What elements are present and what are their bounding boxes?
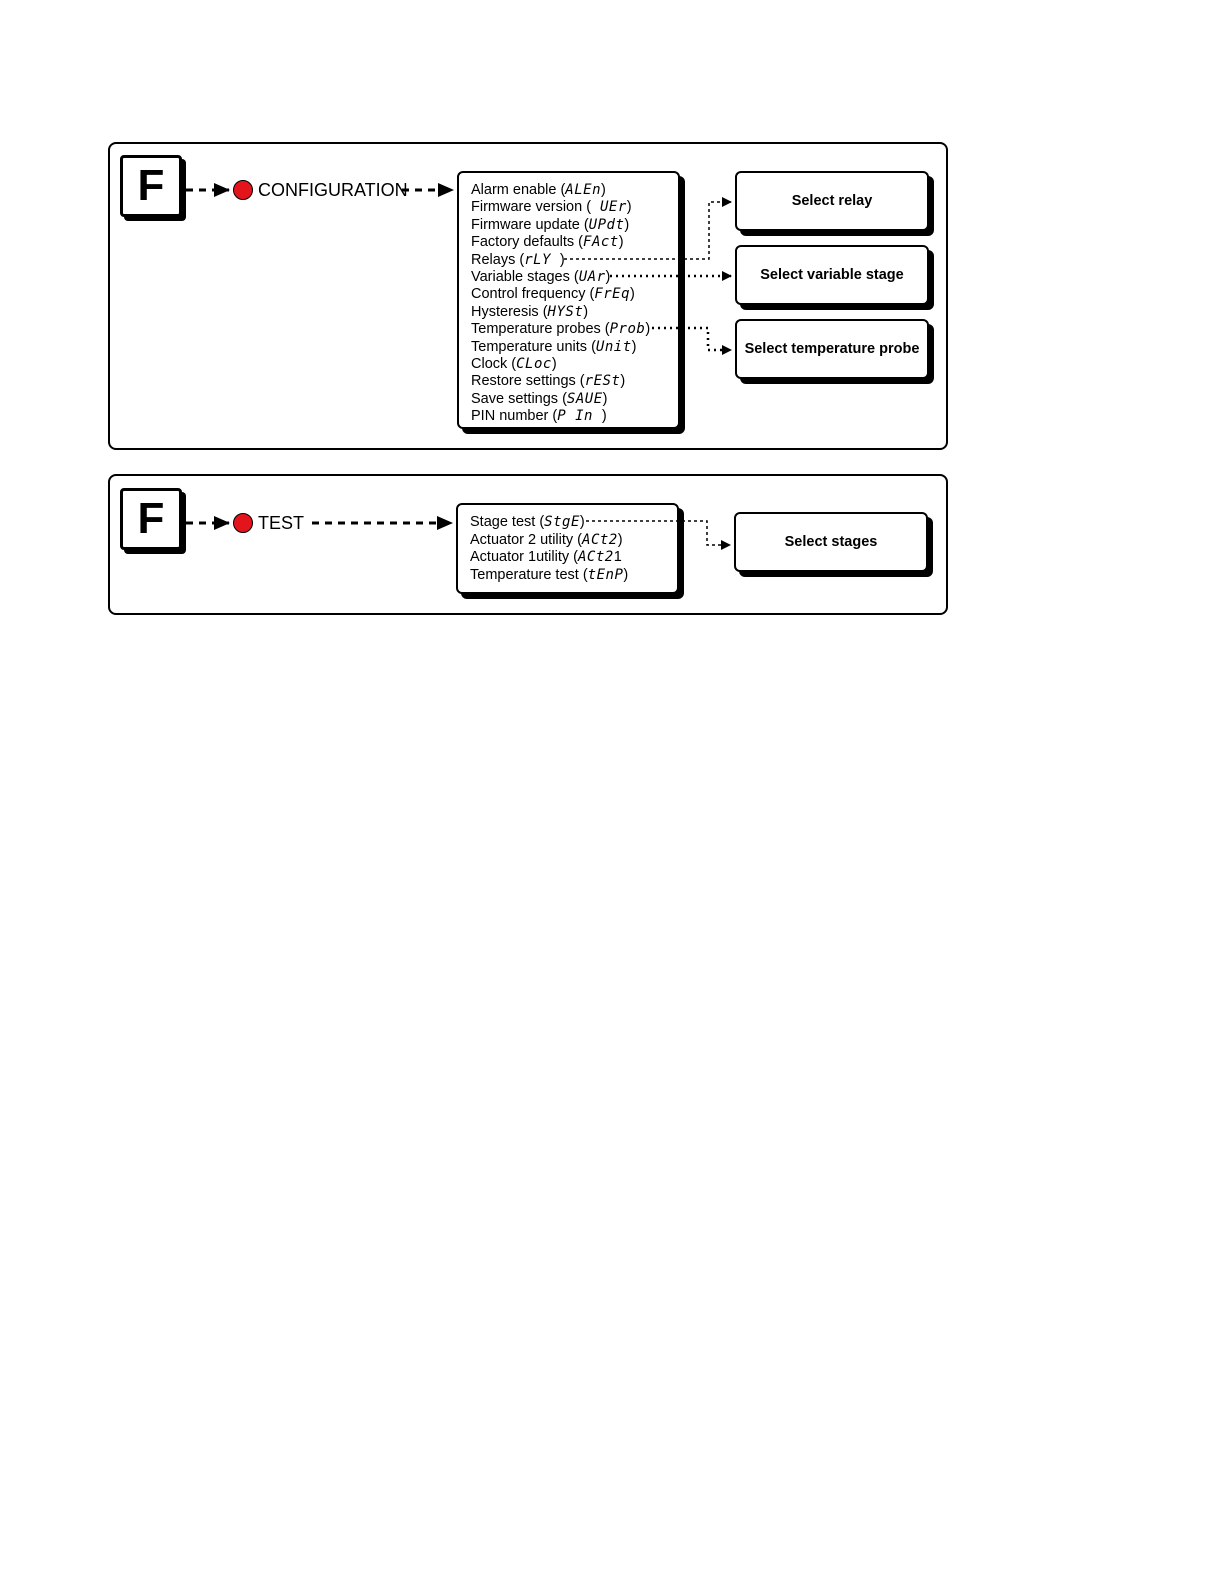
menu-item-close: ) — [645, 321, 651, 338]
menu-item-display-code: UPdt — [588, 216, 625, 233]
menu-item-label: Temperature probes ( — [471, 321, 610, 338]
menu-item-display-code: UAr — [578, 269, 606, 285]
menu-item-display-code: FrEq — [594, 286, 631, 303]
select-relay-button[interactable]: Select relay — [735, 171, 929, 231]
configuration-mode-label: CONFIGURATION — [258, 180, 408, 200]
menu-item-display-code: Prob — [609, 321, 646, 338]
menu-item-label: Factory defaults ( — [471, 234, 584, 251]
menu-item-display-code: CLoc — [516, 356, 552, 372]
menu-item-close: ) — [601, 182, 606, 198]
menu-item-display-code: FAct — [583, 234, 619, 251]
menu-item-label: Firmware update ( — [471, 216, 589, 233]
menu-item-close: ) — [583, 303, 589, 320]
select-stages-button[interactable]: Select stages — [734, 512, 928, 572]
test-mode-label: TEST — [258, 513, 305, 533]
menu-item-display-code: ACt2 — [578, 549, 614, 566]
menu-item-close: ) — [618, 234, 624, 251]
menu-item-close: 1 — [613, 549, 622, 566]
function-key-label: F — [137, 494, 165, 543]
menu-item-close: ) — [624, 216, 630, 233]
menu-item-display-code: StgE — [544, 514, 580, 530]
menu-item-close: ) — [626, 199, 632, 216]
menu-item-close: ) — [631, 338, 637, 355]
menu-item-label: Alarm enable ( — [471, 182, 566, 198]
menu-item-display-code: P In — [557, 408, 602, 425]
menu-item-close: ) — [620, 373, 626, 390]
select-variable-stage-button[interactable]: Select variable stage — [735, 245, 929, 305]
menu-item-display-code: UEr — [591, 199, 627, 216]
menu-item-label: Clock ( — [471, 356, 517, 372]
menu-item-close: ) — [630, 286, 635, 303]
menu-item-close: ) — [617, 531, 623, 548]
menu-item-close: ) — [623, 566, 629, 583]
menu-item-label: Actuator 2 utility ( — [470, 531, 583, 548]
menu-item-display-code: HYSt — [547, 303, 584, 320]
menu-item-display-code: ALEn — [565, 182, 602, 198]
menu-item-label: Relays ( — [471, 251, 525, 268]
stage-test-to-select-stages-arrow — [586, 521, 730, 545]
menu-item-display-code: tEnP — [587, 566, 624, 583]
menu-item-close: ) — [579, 514, 585, 530]
menu-item-close: ) — [602, 390, 608, 407]
menu-item-close: ) — [605, 269, 611, 285]
menu-item-label: PIN number ( — [471, 408, 558, 425]
menu-item-display-code: SAUE — [566, 390, 603, 407]
menu-item-label: Actuator 1utility ( — [470, 549, 578, 566]
menu-item-display-code: rLY — [524, 251, 560, 268]
menu-item-close: ) — [551, 356, 557, 372]
menu-item-display-code: Unit — [595, 338, 632, 355]
probes-to-select-probe-arrow — [652, 328, 731, 350]
menu-item-display-code: rESt — [584, 373, 621, 390]
menu-item-label: Control frequency ( — [471, 286, 595, 303]
menu-item-label: Hysteresis ( — [471, 303, 548, 320]
menu-item-label: Temperature test ( — [470, 566, 588, 583]
menu-item-close: ) — [559, 251, 565, 268]
menu-item-label: Save settings ( — [471, 390, 567, 407]
menu-item-label: Stage test ( — [470, 514, 545, 530]
relays-to-select-relay-arrow — [564, 202, 731, 259]
menu-item-label: Firmware version ( — [471, 199, 592, 216]
menu-item-close: ) — [601, 408, 607, 425]
menu-item-display-code: ACt2 — [582, 531, 618, 548]
menu-item-label: Restore settings ( — [471, 373, 585, 390]
function-key-label: F — [137, 161, 165, 210]
menu-item-label: Temperature units ( — [471, 338, 596, 355]
menu-item-label: Variable stages ( — [471, 269, 579, 285]
select-temperature-probe-button[interactable]: Select temperature probe — [735, 319, 929, 379]
